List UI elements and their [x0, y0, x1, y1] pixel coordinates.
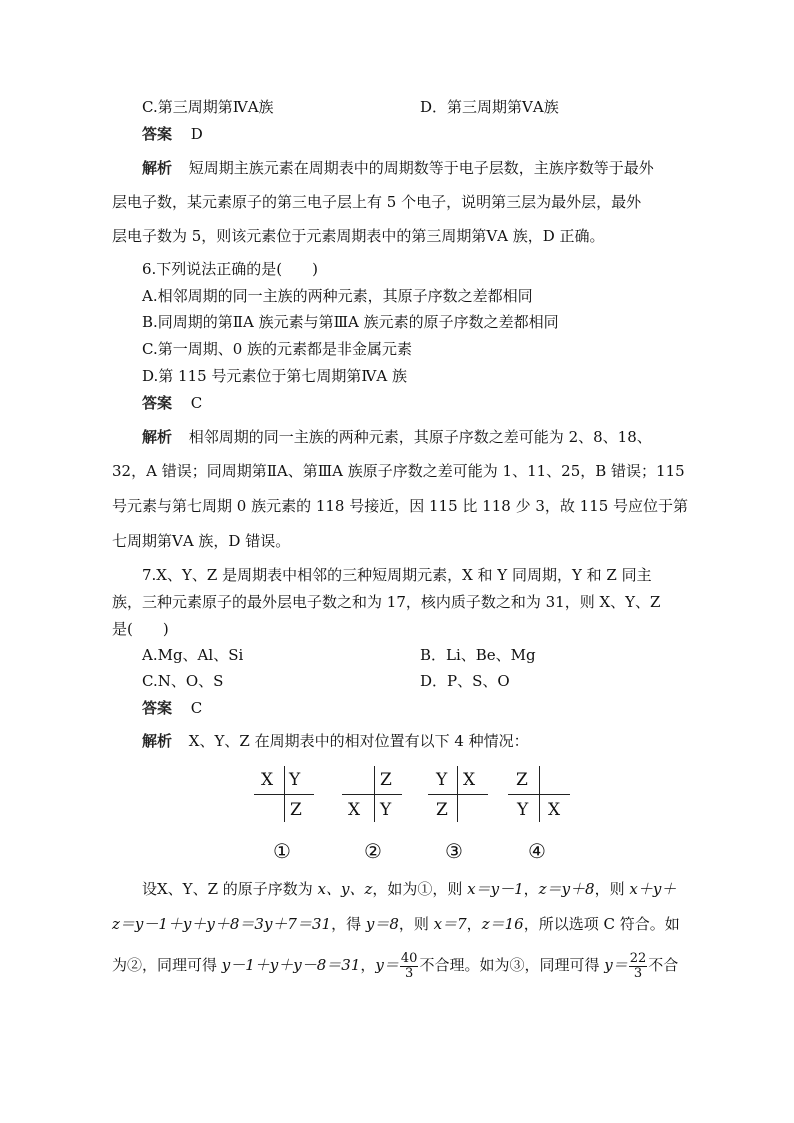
analysis-label: 解析 [142, 732, 173, 750]
fraction-denominator: 3 [405, 965, 414, 981]
answer-value: D [190, 125, 203, 143]
solution-line-2 [112, 914, 680, 934]
fraction-denominator: 3 [633, 965, 643, 981]
case-2-bottom-left: X [348, 800, 361, 820]
q5-answer [142, 124, 203, 144]
position-diagram [244, 760, 576, 868]
fraction-numerator: 22 [629, 950, 647, 966]
analysis-text: X、Y、Z 在周期表中的相对位置有以下 4 种情况： [188, 732, 529, 750]
q6-analysis-line-3: 号元素与第七周期 0 族元素的 118 号接近，因 115 比 118 少 3，故 115 号应位于第 [112, 497, 689, 515]
answer-value: C [190, 394, 203, 412]
solution-text: ，则 [398, 915, 434, 933]
answer-label: 答案 [142, 699, 173, 717]
solution-math: x、y、z [317, 880, 373, 898]
q6-analysis-line-2: 32，A 错误；同周期第ⅡA、第ⅢA 族原子序数之差可能为 1、11、25，B 错误；115 [112, 462, 685, 480]
answer-label: 答案 [142, 394, 173, 412]
solution-math: y＝ [375, 956, 399, 974]
case-1-number: ① [273, 839, 291, 863]
solution-text: ，则 [594, 880, 630, 898]
answer-label: 答案 [142, 125, 173, 143]
solution-text: 设X、Y、Z 的原子序数为 [142, 880, 318, 898]
q5-analysis-line-3: 层电子数为 5，则该元素位于元素周期表中的第三周期第ⅤA 族，D 正确。 [112, 227, 605, 245]
fraction-40-3 [400, 952, 419, 981]
q5-analysis-line-2: 层电子数，某元素原子的第三电子层上有 5 个电子，说明第三层为最外层，最外 [112, 193, 642, 211]
q6-stem: 6.下列说法正确的是( ) [142, 260, 319, 278]
solution-line-3 [112, 946, 678, 984]
solution-math: y＝ [604, 956, 628, 974]
solution-math: x＝y－1 [467, 880, 524, 898]
case-2-vertical-line [374, 766, 375, 822]
solution-text: ， [466, 915, 482, 933]
q7-option-d: D．P、S、O [420, 672, 510, 690]
q7-stem-line-2: 族，三种元素原子的最外层电子数之和为 17，核内质子数之和为 31，则 X、Y、Z [112, 593, 661, 611]
q5-option-c: C.第三周期第ⅣA族 [142, 98, 274, 116]
solution-math: z＝y＋8 [538, 880, 595, 898]
q5-analysis-line-1 [142, 158, 654, 178]
case-4-vertical-line [539, 766, 540, 822]
solution-math: y－1＋y＋y－8＝31 [221, 956, 361, 974]
q7-option-a: A.Mg、Al、Si [142, 646, 244, 664]
solution-math: y＝8 [365, 915, 399, 933]
q5-option-d: D．第三周期第ⅤA族 [420, 98, 559, 116]
case-1-vertical-line [284, 766, 285, 822]
solution-math: x＝7 [433, 915, 467, 933]
q7-stem-line-3: 是( ) [112, 620, 169, 638]
fraction-numerator: 40 [400, 950, 418, 966]
answer-value: C [190, 699, 203, 717]
solution-text: ，所以选项 C 符合。如 [523, 915, 680, 933]
solution-text: ，得 [331, 915, 366, 933]
fraction-22-3 [629, 952, 648, 981]
q6-analysis-line-4: 七周期第ⅤA 族，D 错误。 [112, 532, 291, 550]
case-3-horizontal-line [428, 794, 488, 795]
solution-math: x＋y＋ [629, 880, 677, 898]
case-4-number: ④ [528, 839, 546, 863]
case-3-number: ③ [445, 839, 463, 863]
q6-option-d: D.第 115 号元素位于第七周期第ⅣA 族 [142, 367, 408, 385]
solution-text: ， [523, 880, 539, 898]
analysis-label: 解析 [142, 159, 173, 177]
q6-option-a: A.相邻周期的同一主族的两种元素，其原子序数之差都相同 [142, 287, 533, 305]
analysis-text: 短周期主族元素在周期表中的周期数等于电子层数，主族序数等于最外 [188, 159, 654, 177]
solution-math: z＝y－1＋y＋y＋8＝3y＋7＝31 [112, 915, 332, 933]
solution-math: z＝16 [481, 915, 524, 933]
q6-option-c: C.第一周期、0 族的元素都是非金属元素 [142, 340, 413, 358]
solution-text: 不合理。如为③，同理可得 [419, 956, 605, 974]
case-1-bottom-right: Z [290, 800, 302, 820]
q7-stem-line-1: 7.X、Y、Z 是周期表中相邻的三种短周期元素，X 和 Y 同周期，Y 和 Z 同主 [142, 566, 652, 584]
q6-option-b: B.同周期的第ⅡA 族元素与第ⅢA 族元素的原子序数之差都相同 [142, 313, 559, 331]
solution-text: 不合 [648, 956, 679, 974]
solution-line-1 [142, 879, 676, 899]
solution-text: ， [360, 956, 376, 974]
analysis-text: 相邻周期的同一主族的两种元素，其原子序数之差可能为 2、8、18、 [188, 428, 652, 446]
case-3-top-left: Y [436, 770, 448, 790]
solution-text: ，如为①，则 [372, 880, 468, 898]
q7-analysis-intro [142, 731, 529, 751]
case-1-top-right: Y [289, 770, 301, 790]
q7-option-c: C.N、O、S [142, 672, 224, 690]
case-4-bottom-right: X [548, 800, 561, 820]
analysis-label: 解析 [142, 428, 173, 446]
case-3-vertical-line [457, 766, 458, 822]
case-2-number: ② [364, 839, 382, 863]
case-4-bottom-left: Y [517, 800, 529, 820]
q7-answer [142, 698, 202, 718]
case-1-top-left: X [261, 770, 274, 790]
case-4-top-left: Z [516, 770, 528, 790]
case-3-top-right: X [463, 770, 476, 790]
case-3-bottom-left: Z [436, 800, 448, 820]
q6-answer [142, 393, 202, 413]
case-2-bottom-right: Y [380, 800, 392, 820]
solution-text: 为②，同理可得 [112, 956, 222, 974]
case-2-top-right: Z [380, 770, 392, 790]
q7-option-b: B．Li、Be、Mg [420, 646, 536, 664]
case-2-horizontal-line [342, 794, 402, 795]
q6-analysis-line-1 [142, 427, 652, 447]
